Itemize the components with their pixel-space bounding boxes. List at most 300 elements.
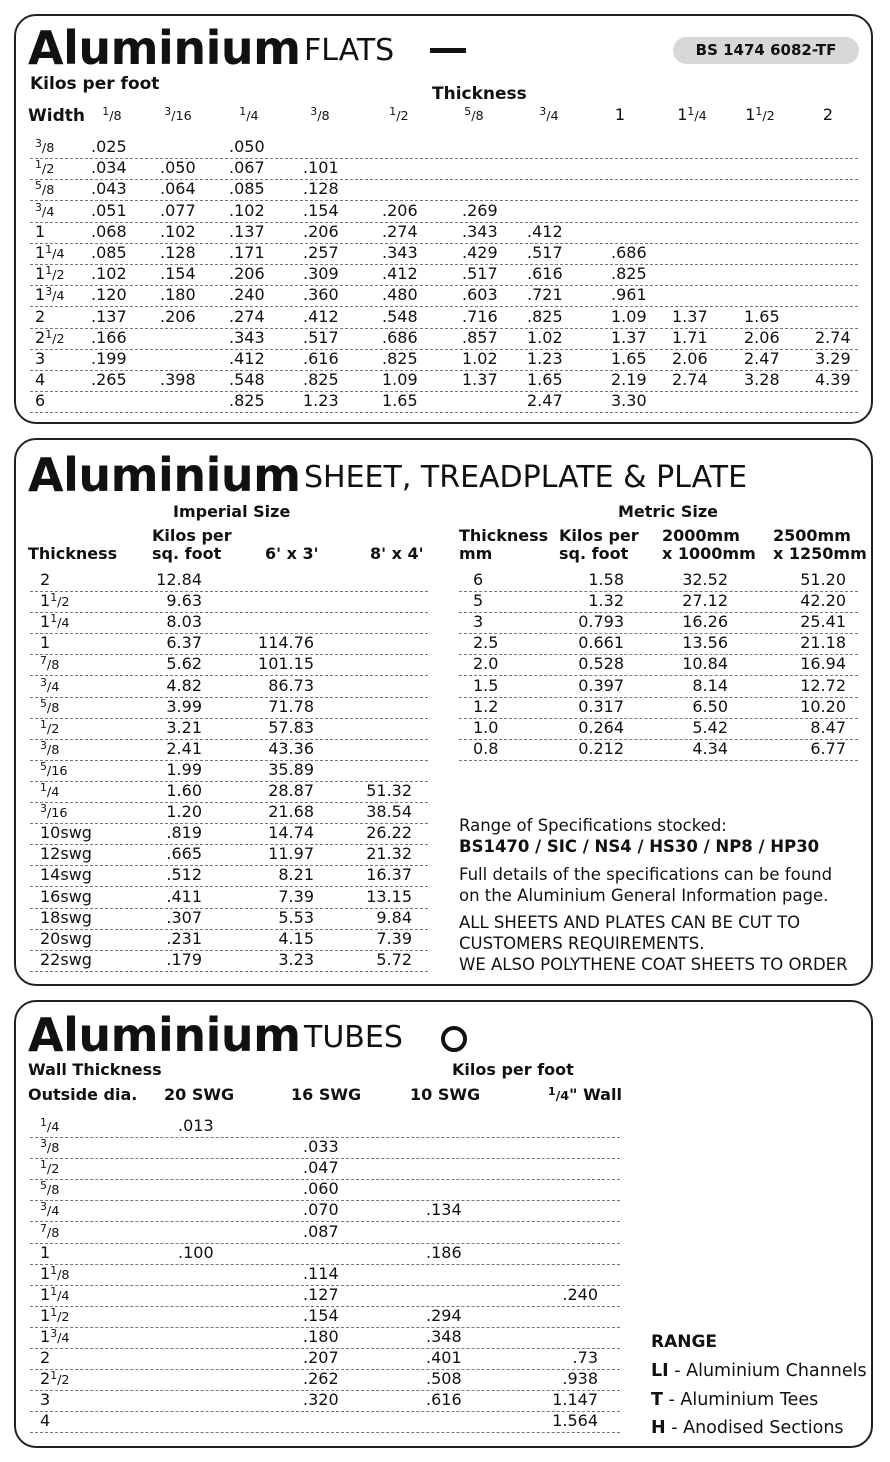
flats-col-header: $1^1/2$ [745,105,775,124]
metric-thickness-cell: 6 [473,570,484,589]
imperial-thickness-cell: $^3$/16 [40,802,68,822]
imperial-kilos-cell: 9.63 [166,591,202,611]
imperial-6x3-cell: 14.74 [268,823,314,843]
flats-width-cell: $^3$/8 [35,137,55,156]
row-divider [459,633,858,634]
flats-value-cell: 1.02 [462,349,498,368]
row-divider [459,739,858,740]
imperial-col-header: 6' x 3' [265,544,319,563]
tubes-value-cell: .294 [426,1305,462,1325]
flats-value-cell: 1.02 [527,327,563,347]
metric-2000-cell: 8.14 [692,675,728,695]
range-item-code: H [651,1418,666,1438]
row-divider [30,675,428,676]
flats-col-header: $^1$/4 [239,105,259,124]
flats-value-cell: .180 [160,285,196,305]
flats-col-header: $^3$/16 [164,105,192,124]
flats-width-cell: $2^1/2$ [35,327,65,347]
flats-col-header: $1^1/4$ [677,105,707,124]
imperial-thickness-cell: $^5$/8 [40,696,60,716]
flats-value-cell: .137 [91,306,127,326]
imperial-thickness-cell: $^3$/4 [40,675,60,695]
tubes-value-cell: .127 [303,1284,339,1304]
metric-col-header: 2500mm x 1250mm [773,526,867,563]
flats-value-cell: .480 [382,285,418,305]
row-divider [30,391,858,392]
flats-value-cell: .616 [303,349,339,368]
flats-thickness-label: Thickness [432,84,527,104]
imperial-kilos-cell: .512 [166,865,202,885]
imperial-8x4-cell: 13.15 [366,886,412,906]
imperial-6x3-cell: 101.15 [258,654,314,674]
flats-value-cell: .206 [229,264,265,284]
tubes-value-cell: 1.564 [552,1411,598,1431]
sheet-subtitle: SHEET, TREADPLATE & PLATE [304,460,748,495]
flats-value-cell: .517 [527,243,563,262]
flats-value-cell: .857 [462,327,498,347]
metric-2000-cell: 10.84 [682,654,728,674]
flats-value-cell: .154 [160,264,196,284]
range-item [651,1418,844,1439]
flats-value-cell: .616 [527,264,563,284]
flats-col-header: $^5$/8 [464,105,484,124]
imperial-thickness-cell: $^1$/2 [40,717,60,737]
tubes-od-cell: 3 [40,1390,51,1410]
imperial-6x3-cell: 86.73 [268,675,314,695]
flats-value-cell: .206 [382,200,418,220]
flats-value-cell: 2.74 [815,327,851,347]
flats-value-cell: .274 [382,221,418,241]
flats-value-cell: 1.23 [303,391,339,411]
flats-value-cell: .025 [91,137,127,156]
imperial-thickness-cell: $1^1/2$ [40,591,70,611]
metric-2500-cell: 25.41 [800,612,846,632]
row-divider [459,675,858,676]
metric-2500-cell: 16.94 [800,654,846,674]
metric-col-header: Thickness mm [459,526,549,563]
metric-thickness-cell: 0.8 [473,738,499,758]
metric-2000-cell: 13.56 [682,633,728,653]
metric-2500-cell: 42.20 [800,591,846,611]
tubes-value-cell: .508 [426,1369,462,1389]
imperial-8x4-cell: 38.54 [366,802,412,822]
flats-value-cell: 1.37 [462,370,498,390]
flats-col-header: 2 [822,105,834,124]
tubes-value-cell: .401 [426,1348,462,1368]
imperial-size-label: Imperial Size [173,502,291,521]
metric-2000-cell: 27.12 [682,591,728,611]
flats-col-header: $^3$/8 [310,105,330,124]
range-item [651,1361,867,1382]
tubes-od-cell: $2^1/2$ [40,1369,70,1389]
flats-value-cell: .548 [229,370,265,390]
flats-value-cell: .120 [91,285,127,305]
tubes-od-cell: 1 [40,1242,51,1262]
tubes-value-cell: .013 [178,1116,214,1135]
imperial-kilos-cell: 6.37 [166,633,202,653]
flats-value-cell: .716 [462,306,498,326]
tubes-od-cell: $^5$/8 [40,1179,60,1199]
flats-value-cell: .034 [91,158,127,178]
flats-value-cell: .077 [160,200,196,220]
flats-value-cell: .603 [462,285,498,305]
flats-value-cell: .429 [462,243,498,262]
metric-kilos-cell: 0.793 [578,612,624,632]
metric-kilos-cell: 0.397 [578,675,624,695]
tubes-value-cell: .114 [303,1263,339,1283]
flats-width-cell: 6 [35,391,46,411]
cut-line-1: ALL SHEETS AND PLATES CAN BE CUT TO [459,913,801,932]
imperial-kilos-cell: .411 [166,886,202,906]
flats-title: Aluminium [28,21,301,75]
tubes-value-cell: .070 [303,1200,339,1220]
flats-value-cell: 2.06 [744,327,780,347]
tubes-value-cell: .060 [303,1179,339,1199]
imperial-kilos-cell: 3.21 [166,717,202,737]
metric-thickness-cell: 1.0 [473,717,499,737]
imperial-thickness-cell: $1^1/4$ [40,612,70,632]
flats-dash-mark [430,48,466,53]
tube-circle-icon [441,1026,467,1052]
imperial-kilos-cell: .231 [166,928,202,948]
row-divider [459,654,858,655]
flats-value-cell: .343 [382,243,418,262]
imperial-kilos-cell: .665 [166,844,202,864]
imperial-kilos-cell: 8.03 [166,612,202,632]
metric-kilos-cell: 1.58 [588,570,624,589]
sheet-title: Aluminium [28,448,301,502]
flats-value-cell: .085 [91,243,127,262]
row-divider [30,306,858,307]
flats-value-cell: .085 [229,179,265,199]
row-divider [30,328,858,329]
tubes-od-cell: 2 [40,1348,51,1368]
flats-width-cell: 3 [35,349,46,368]
tubes-od-cell: $^1$/2 [40,1158,60,1178]
flats-value-cell: .068 [91,221,127,241]
metric-2500-cell: 12.72 [800,675,846,695]
flats-value-cell: 1.65 [527,370,563,390]
metric-2500-cell: 6.77 [810,738,846,758]
flats-value-cell: .961 [611,285,647,305]
flats-value-cell: .721 [527,285,563,305]
details-line-2: on the Aluminium General Information page. [459,886,829,905]
flats-value-cell: 1.23 [527,349,563,368]
metric-2000-cell: 16.26 [682,612,728,632]
tubes-value-cell: .73 [572,1348,598,1368]
flats-value-cell: .206 [303,221,339,241]
flats-width-cell: $^1$/2 [35,158,55,178]
cut-line-3: WE ALSO POLYTHENE COAT SHEETS TO ORDER [459,955,848,974]
row-divider [30,285,858,286]
tubes-col-header: 10 SWG [410,1085,481,1104]
flats-value-cell: .412 [527,221,563,241]
metric-2000-cell: 4.34 [692,738,728,758]
tubes-od-cell: $1^3/4$ [40,1327,70,1346]
range-item-code: LI [651,1361,669,1381]
flats-value-cell: .825 [303,370,339,390]
tubes-value-cell: .134 [426,1200,462,1220]
flats-value-cell: .517 [462,264,498,284]
flats-width-cell: $^5$/8 [35,179,55,199]
flats-width-cell: 2 [35,306,46,326]
tubes-od-cell: $^3$/8 [40,1137,60,1157]
outside-dia-label: Outside dia. [28,1085,138,1104]
imperial-kilos-cell: 2.41 [166,738,202,758]
imperial-8x4-cell: 9.84 [376,907,412,927]
imperial-kilos-cell: 1.99 [166,759,202,779]
imperial-kilos-cell: 4.82 [166,675,202,695]
metric-thickness-cell: 2.5 [473,633,499,653]
metric-2000-cell: 5.42 [692,717,728,737]
flats-value-cell: .102 [160,221,196,241]
flats-value-cell: .154 [303,200,339,220]
row-divider [30,179,858,180]
tubes-value-cell: .180 [303,1327,339,1346]
details-line-1: Full details of the specifications can be found [459,865,833,884]
range-item-text: - Aluminium Channels [668,1361,867,1381]
flats-value-cell: 2.74 [672,370,708,390]
metric-2500-cell: 8.47 [810,717,846,737]
row-divider [459,591,858,592]
imperial-6x3-cell: 35.89 [268,759,314,779]
tubes-value-cell: .047 [303,1158,339,1178]
flats-value-cell: 3.30 [611,391,647,411]
flats-width-cell: $1^1/2$ [35,264,65,284]
tubes-kilos-label: Kilos per foot [452,1060,574,1079]
tubes-subtitle: TUBES [304,1020,403,1055]
metric-2000-cell: 32.52 [682,570,728,589]
flats-value-cell: .825 [229,391,265,411]
imperial-thickness-cell: 2 [40,570,51,589]
tubes-value-cell: .616 [426,1390,462,1410]
flats-value-cell: 1.65 [382,391,418,411]
imperial-thickness-cell: 14swg [40,865,92,885]
row-divider [30,739,428,740]
flats-value-cell: .517 [303,327,339,347]
imperial-8x4-cell: 21.32 [366,844,412,864]
flats-value-cell: .825 [382,349,418,368]
cut-line-2: CUSTOMERS REQUIREMENTS. [459,934,705,953]
range-item [651,1390,818,1411]
flats-value-cell: 2.47 [527,391,563,411]
imperial-6x3-cell: 5.53 [278,907,314,927]
imperial-8x4-cell: 51.32 [366,781,412,800]
flats-value-cell: .343 [229,327,265,347]
metric-thickness-cell: 1.2 [473,696,499,716]
imperial-thickness-cell: 10swg [40,823,92,843]
row-divider [30,222,858,223]
flats-value-cell: .102 [91,264,127,284]
imperial-thickness-cell: $^1$/4 [40,781,60,800]
flats-subtitle: FLATS [304,33,395,68]
row-divider [30,412,858,413]
metric-thickness-cell: 3 [473,612,484,632]
row-divider [30,633,428,634]
flats-value-cell: 3.28 [744,370,780,390]
tubes-value-cell: .186 [426,1242,462,1262]
metric-size-label: Metric Size [618,502,719,521]
imperial-kilos-cell: 5.62 [166,654,202,674]
wall-thickness-label: Wall Thickness [28,1060,162,1079]
flats-value-cell: .050 [160,158,196,178]
tubes-value-cell: .100 [178,1242,214,1262]
row-divider [30,1243,620,1244]
metric-2500-cell: 51.20 [800,570,846,589]
row-divider [30,718,428,719]
row-divider [459,718,858,719]
tubes-od-cell: 4 [40,1411,51,1431]
imperial-kilos-cell: .179 [166,949,202,969]
row-divider [30,200,858,201]
flats-value-cell: .064 [160,179,196,199]
row-divider [30,971,428,972]
tubes-title: Aluminium [28,1008,301,1062]
flats-value-cell: .171 [229,243,265,262]
row-divider [30,1432,620,1433]
flats-value-cell: .199 [91,349,127,368]
tubes-od-cell: $1^1/4$ [40,1284,70,1304]
imperial-kilos-cell: 3.99 [166,696,202,716]
flats-col-header: $^1$/2 [389,105,409,124]
flats-width-cell: 1 [35,221,46,241]
imperial-6x3-cell: 8.21 [278,865,314,885]
tubes-od-cell: $^1$/4 [40,1116,60,1135]
tubes-value-cell: .320 [303,1390,339,1410]
flats-value-cell: .050 [229,137,265,156]
flats-value-cell: .067 [229,158,265,178]
flats-width-label: Width [28,106,85,126]
imperial-thickness-cell: 16swg [40,886,92,906]
imperial-6x3-cell: 21.68 [268,802,314,822]
imperial-8x4-cell: 16.37 [366,865,412,885]
tubes-od-cell: $1^1/8$ [40,1263,70,1283]
flats-value-cell: 2.06 [672,349,708,368]
flats-value-cell: 1.09 [611,306,647,326]
flats-value-cell: .309 [303,264,339,284]
metric-kilos-cell: 0.264 [578,717,624,737]
tubes-value-cell: .240 [562,1284,598,1304]
row-divider [459,760,858,761]
flats-value-cell: 3.29 [815,349,851,368]
flats-value-cell: 1.37 [672,306,708,326]
imperial-8x4-cell: 26.22 [366,823,412,843]
metric-kilos-cell: 0.661 [578,633,624,653]
flats-value-cell: .128 [303,179,339,199]
flats-value-cell: .102 [229,200,265,220]
flats-value-cell: .825 [527,306,563,326]
imperial-8x4-cell: 5.72 [376,949,412,969]
metric-kilos-cell: 0.317 [578,696,624,716]
flats-value-cell: .686 [382,327,418,347]
tubes-value-cell: .033 [303,1137,339,1157]
spec-badge [673,37,859,64]
tubes-value-cell: .087 [303,1221,339,1241]
spec-badge-text: BS 1474 6082-TF [695,41,837,59]
imperial-6x3-cell: 57.83 [268,717,314,737]
flats-value-cell: 2.47 [744,349,780,368]
range-spec-label: Range of Specifications stocked: [459,816,727,835]
tubes-od-cell: $^3$/4 [40,1200,60,1220]
flats-value-cell: .343 [462,221,498,241]
flats-col-header: $^1$/8 [102,105,122,124]
range-title: RANGE [651,1332,718,1352]
flats-value-cell: .265 [91,370,127,390]
metric-2500-cell: 21.18 [800,633,846,653]
range-item-text: - Aluminium Tees [662,1389,819,1410]
row-divider [30,697,428,698]
flats-value-cell: .686 [611,243,647,262]
imperial-6x3-cell: 3.23 [278,949,314,969]
flats-value-cell: .412 [303,306,339,326]
row-divider [459,612,858,613]
imperial-thickness-cell: $^5$/16 [40,760,68,779]
imperial-thickness-cell: 20swg [40,928,92,948]
flats-value-cell: 2.19 [611,370,647,390]
row-divider [30,1411,620,1412]
imperial-6x3-cell: 43.36 [268,738,314,758]
metric-col-header: 2000mm x 1000mm [662,526,756,563]
imperial-8x4-cell: 7.39 [376,928,412,948]
row-divider [30,243,858,244]
flats-value-cell: .166 [91,327,127,347]
flats-value-cell: 1.09 [382,370,418,390]
range-item-code: T [651,1389,663,1410]
range-item-text: - Anodised Sections [665,1418,844,1438]
row-divider [30,158,858,159]
imperial-col-header: 8' x 4' [370,544,424,563]
imperial-thickness-cell: 12swg [40,844,92,864]
flats-value-cell: .240 [229,285,265,305]
metric-2000-cell: 6.50 [692,696,728,716]
range-spec-list: BS1470 / SIC / NS4 / HS30 / NP8 / HP30 [459,837,820,856]
flats-value-cell: .412 [382,264,418,284]
flats-col-header: 1 [614,105,626,124]
flats-value-cell: .043 [91,179,127,199]
flats-value-cell: .360 [303,285,339,305]
flats-value-cell: 1.71 [672,327,708,347]
tubes-col-header: 16 SWG [291,1085,362,1104]
tubes-od-cell: $1^1/2$ [40,1305,70,1325]
flats-width-cell: $1^1/4$ [35,243,65,262]
imperial-kilos-cell: 12.84 [156,570,202,589]
metric-thickness-cell: 2.0 [473,654,499,674]
tubes-value-cell: .938 [562,1369,598,1389]
flats-col-header: $^3$/4 [539,105,559,124]
metric-thickness-cell: 5 [473,591,484,611]
imperial-thickness-cell: $^7$/8 [40,654,60,674]
imperial-col-header: Thickness [28,544,118,563]
flats-width-cell: 4 [35,370,46,390]
imperial-kilos-cell: 1.20 [166,802,202,822]
flats-value-cell: .548 [382,306,418,326]
tubes-od-cell: $^7$/8 [40,1221,60,1241]
imperial-6x3-cell: 28.87 [268,781,314,800]
flats-value-cell: .101 [303,158,339,178]
imperial-6x3-cell: 11.97 [268,844,314,864]
imperial-thickness-cell: 18swg [40,907,92,927]
flats-value-cell: 1.65 [611,349,647,368]
flats-value-cell: .257 [303,243,339,262]
metric-kilos-cell: 0.212 [578,738,624,758]
tubes-col-header: $^1$/4" Wall [548,1085,622,1104]
flats-value-cell: .206 [160,306,196,326]
imperial-col-header: Kilos per sq. foot [152,526,232,563]
row-divider [30,264,858,265]
imperial-kilos-cell: 1.60 [166,781,202,800]
metric-2500-cell: 10.20 [800,696,846,716]
flats-value-cell: .051 [91,200,127,220]
